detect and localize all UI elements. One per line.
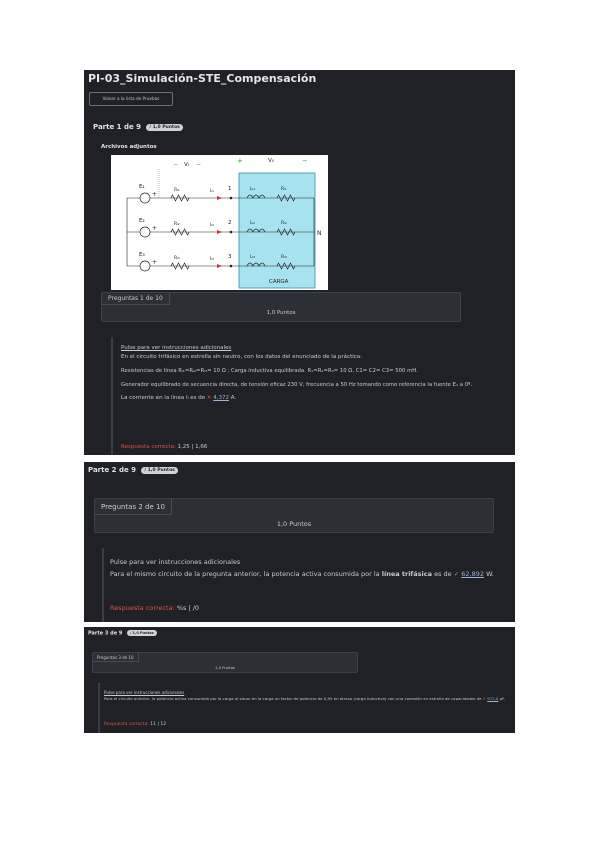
line-resistor-label: Rₗ₃: [174, 256, 180, 261]
question-box: [94, 498, 494, 533]
line-resistor: [171, 263, 189, 269]
part-header: [88, 630, 157, 637]
load-inductor-label: Lₗ₂: [250, 221, 256, 226]
source-icon: [140, 227, 150, 237]
correct-answer-value: 1,25 | 1,66: [177, 444, 208, 450]
current-label: Iₗ₁: [210, 189, 214, 194]
part-2-panel: [84, 462, 515, 622]
load-resistor-label: Rₗ₁: [281, 187, 287, 192]
neutral-label: N: [317, 230, 322, 237]
question-box: [101, 292, 461, 322]
source-plus: +: [152, 259, 158, 266]
node-label: 1: [228, 186, 232, 192]
instructions-link[interactable]: Pulse para ver instrucciones adicionales: [110, 558, 241, 566]
load-label: CARGA: [269, 279, 289, 285]
points-badge: / 1,0 Puntos: [146, 124, 182, 131]
node-label: 2: [228, 220, 232, 226]
part-1-panel: [84, 70, 515, 455]
part-title: Parte 1 de 9: [93, 123, 142, 131]
current-label: Iₗ₃: [210, 257, 214, 262]
correct-answer: [121, 444, 207, 450]
part-header: [93, 123, 183, 131]
part-title: Parte 2 de 9: [88, 466, 137, 474]
part-3-panel: [84, 627, 515, 733]
svg-text:+: +: [237, 157, 243, 165]
correct-answer: [104, 722, 166, 727]
source-plus: +: [152, 191, 158, 198]
source-icon: [140, 261, 150, 271]
question-tab[interactable]: Preguntas 3 de 10: [93, 653, 139, 662]
current-arrow: [217, 230, 222, 234]
question-line-4: [121, 395, 236, 401]
back-to-list-button[interactable]: Volver a la lista de Pruebas: [89, 92, 173, 106]
load-inductor-label: Lₗ₃: [250, 255, 256, 260]
question-points: 1,0 Puntos: [214, 665, 236, 670]
question-points: 1,0 Puntos: [276, 520, 312, 528]
source-label: E₂: [139, 218, 145, 224]
part-title: Parte 3 de 9: [88, 630, 123, 637]
question-line-3: Generador equilibrado de secuencia directa, de tensión eficaz 230 V, frecuencia a 50 Hz tomando como referencia la fuente E₁ a 0º.: [121, 382, 473, 388]
source-label: E₃: [139, 252, 145, 258]
question-line-1: [104, 696, 505, 701]
answer-unit: μF.: [499, 696, 505, 701]
question-line-1: [110, 570, 494, 578]
answer-unit: W.: [486, 570, 494, 578]
instructions-link[interactable]: Pulse para ver instrucciones adicionales: [104, 690, 185, 695]
correct-answer-value: %s | /0: [176, 604, 200, 612]
wrong-mark-icon: ✕: [482, 696, 487, 701]
line-resistor-label: Rₗ₁: [174, 188, 180, 193]
svg-text:−: −: [173, 161, 179, 168]
question-box: [92, 652, 358, 673]
correct-answer: [110, 604, 199, 612]
line1-pre: Para el mismo circuito de la pregunta anterior, la potencia activa consumida por la: [110, 570, 380, 578]
node-dot: [230, 265, 233, 268]
correct-answer-value: 11 | 12: [150, 722, 167, 727]
correct-mark-icon: ✓: [453, 570, 460, 578]
load-resistor-label: Rₗ₃: [281, 255, 287, 260]
answer-value[interactable]: 972,0: [487, 696, 499, 701]
svg-text:−: −: [196, 161, 202, 168]
question-line-1: En el circuito trifásico en estrella sin neutro, con los datos del enunciado de la práctica:: [121, 354, 363, 360]
source-icon: [140, 193, 150, 203]
circuit-figure[interactable]: [111, 155, 328, 290]
question-body: [98, 683, 508, 733]
question-line-2: Resistencias de línea Rₗ₁=Rₗ₂=Rₗ₃= 10 Ω ; Carga inductiva equilibrada. R₁=R₂=R₃= 10 Ω, C1= C2= C3= 500 mH.: [121, 368, 418, 374]
instructions-link[interactable]: Pulse para ver instrucciones adicionales: [121, 345, 232, 351]
source-label: E₁: [139, 184, 145, 190]
vl-label: Vₗ: [184, 162, 189, 168]
points-badge: / 1,0 Puntos: [141, 467, 177, 474]
part-header: [88, 466, 178, 474]
node-label: 3: [228, 254, 232, 260]
attachments-label: Archivos adjuntos: [101, 144, 157, 150]
correct-answer-prefix: Respuesta correcta:: [110, 604, 175, 612]
source-plus: +: [152, 225, 158, 232]
points-badge: / 1,0 Puntos: [127, 630, 157, 636]
line-resistor: [171, 195, 189, 201]
answer-unit: A.: [230, 395, 237, 401]
line4-prefix: La corriente en la línea Iₗ es de: [121, 395, 206, 401]
load-inductor-label: Lₗ₁: [250, 187, 256, 192]
line1: Para el circuito anterior, la potencia activa consumida por la carga al situar en la carga un factor de potencia de 0,95 en atraso (carga inductiva) con una conexión en estrella de capacidades de: [104, 696, 482, 701]
current-arrow: [217, 264, 222, 268]
current-label: Iₗ₂: [210, 223, 214, 228]
question-tab[interactable]: Preguntas 2 de 10: [95, 499, 172, 515]
question-body: [111, 337, 511, 455]
line1-bold: línea trifásica: [381, 570, 432, 578]
line-resistor: [171, 229, 189, 235]
circuit-diagram: [111, 155, 328, 290]
svg-text:−: −: [302, 157, 308, 165]
line-resistor-label: Rₗ₂: [174, 222, 180, 227]
node-dot: [230, 231, 233, 234]
line1-post: es de: [434, 570, 452, 578]
question-points: 1,0 Puntos: [266, 310, 296, 316]
question-tab[interactable]: Preguntas 1 de 10: [102, 293, 170, 305]
correct-answer-prefix: Respuesta correcta:: [104, 722, 149, 727]
answer-value[interactable]: 62,892: [461, 570, 484, 578]
vll-label: Vₗₗ: [268, 158, 274, 164]
correct-answer-prefix: Respuesta correcta:: [121, 444, 176, 450]
page-title: PI-03_Simulación-STE_Compensación: [88, 72, 317, 85]
node-dot: [230, 197, 233, 200]
load-resistor-label: Rₗ₂: [281, 221, 287, 226]
answer-value[interactable]: 4,372: [213, 395, 230, 401]
current-arrow: [217, 196, 222, 200]
wrong-mark-icon: ✕: [206, 395, 212, 401]
question-body: [102, 548, 502, 622]
